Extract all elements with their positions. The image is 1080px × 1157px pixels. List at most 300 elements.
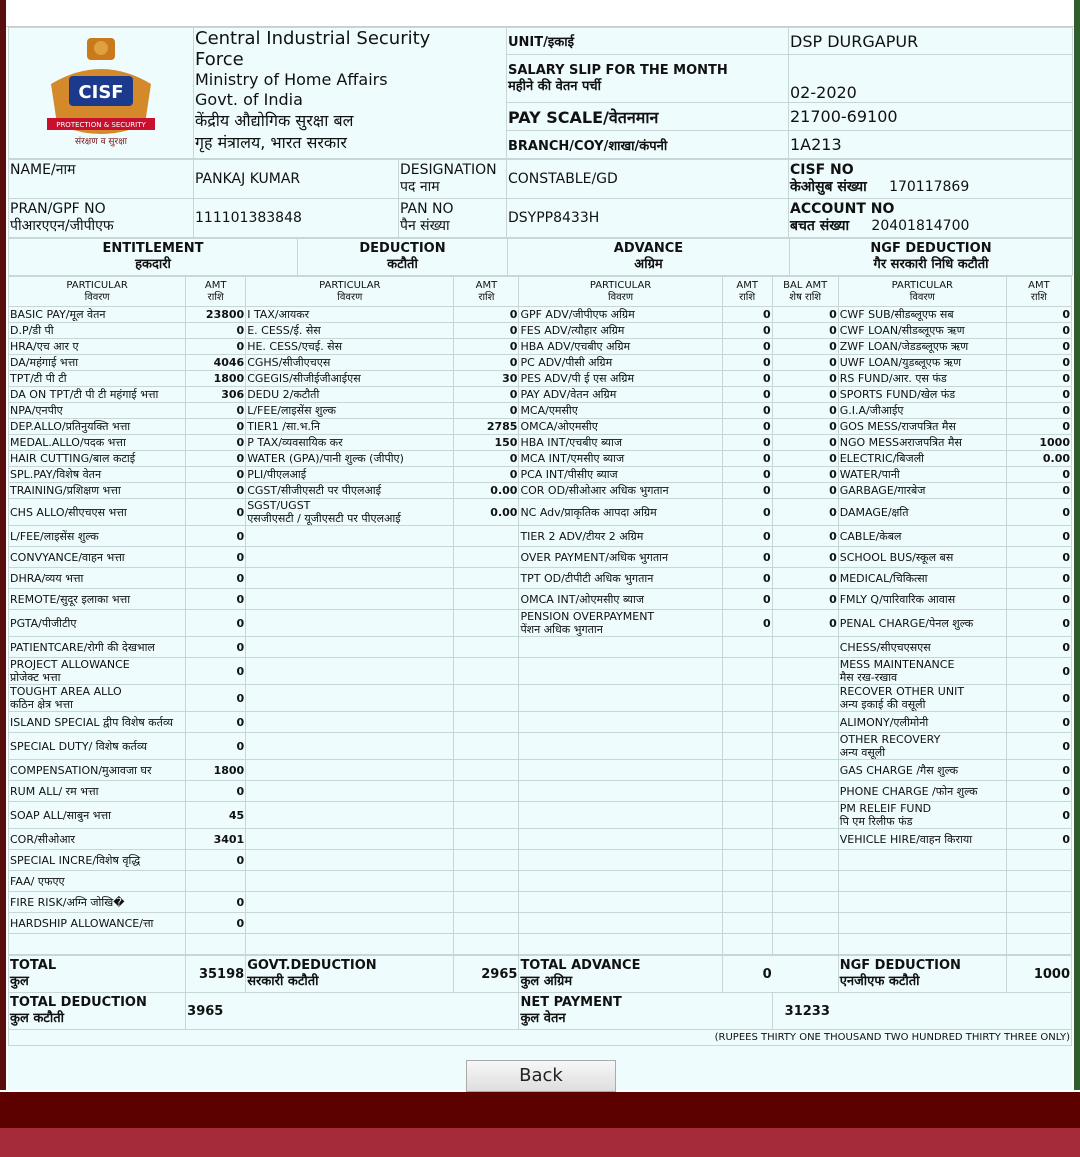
ngf-particular: ELECTRIC/बिजली xyxy=(838,451,1006,467)
advance-balance: 0 xyxy=(772,483,838,499)
ngf-particular xyxy=(838,934,1006,955)
col-amt: AMT राशि xyxy=(186,277,246,307)
advance-particular: PAY ADV/वेतन अग्रिम xyxy=(519,387,722,403)
advance-amount xyxy=(722,658,772,685)
table-row xyxy=(9,685,1072,712)
advance-particular: PENSION OVERPAYMENT पेंशन अधिक भुगतान xyxy=(519,610,722,637)
ngf-particular: DAMAGE/क्षति xyxy=(838,499,1006,526)
advance-particular xyxy=(519,850,722,871)
ngf-amount: 0 xyxy=(1006,781,1071,802)
advance-balance: 0 xyxy=(772,499,838,526)
table-row xyxy=(9,435,1072,451)
advance-amount xyxy=(722,913,772,934)
advance-amount xyxy=(722,733,772,760)
employee-table xyxy=(8,159,1073,238)
branch-value: 1A213 xyxy=(789,131,1073,159)
ngf-amount: 0 xyxy=(1006,323,1071,339)
deduction-amount xyxy=(454,658,519,685)
advance-balance xyxy=(772,802,838,829)
entitlement-particular: CHS ALLO/सीएचएस भत्ता xyxy=(9,499,186,526)
govt-en: Govt. of India xyxy=(195,90,303,109)
month-label: SALARY SLIP FOR THE MONTH महीने की वेतन पर्ची xyxy=(507,55,789,103)
advance-particular xyxy=(519,871,722,892)
advance-particular: PC ADV/पीसी अग्रिम xyxy=(519,355,722,371)
deduction-amount: 0 xyxy=(454,451,519,467)
footer-bar xyxy=(0,1092,1080,1128)
advance-amount: 0 xyxy=(722,435,772,451)
left-border xyxy=(0,0,6,1090)
back-button[interactable]: Back xyxy=(466,1060,616,1092)
advance-amount: 0 xyxy=(722,547,772,568)
ngf-amount: 0 xyxy=(1006,733,1071,760)
ngf-amount: 0 xyxy=(1006,547,1071,568)
advance-amount xyxy=(722,685,772,712)
col-particular: PARTICULAR विवरण xyxy=(246,277,454,307)
ngf-amount xyxy=(1006,913,1071,934)
advance-balance: 0 xyxy=(772,403,838,419)
ngf-particular: GOS MESS/राजपत्रित मैस xyxy=(838,419,1006,435)
ngf-amount: 0 xyxy=(1006,526,1071,547)
deduction-amount: 0.00 xyxy=(454,483,519,499)
entitlement-particular: SPECIAL INCRE/विशेष वृद्धि xyxy=(9,850,186,871)
deduction-amount: 0 xyxy=(454,403,519,419)
deduction-particular xyxy=(246,892,454,913)
section-header-table xyxy=(8,238,1073,276)
entitlement-amount: 0 xyxy=(186,712,246,733)
deduction-particular: CGEGIS/सीजीईजीआईएस xyxy=(246,371,454,387)
table-row xyxy=(9,307,1072,323)
ngf-particular xyxy=(838,892,1006,913)
advance-balance xyxy=(772,760,838,781)
deduction-particular: I TAX/आयकर xyxy=(246,307,454,323)
total-label: TOTAL कुल xyxy=(9,956,186,993)
ngf-amount: 0 xyxy=(1006,685,1071,712)
ngf-amount: 0 xyxy=(1006,403,1071,419)
header-table xyxy=(8,27,1073,159)
advance-particular xyxy=(519,829,722,850)
ngf-amount: 0 xyxy=(1006,568,1071,589)
advance-particular: PES ADV/पी ई एस अग्रिम xyxy=(519,371,722,387)
entitlement-amount: 0 xyxy=(186,913,246,934)
advance-amount xyxy=(722,802,772,829)
entitlement-amount: 0 xyxy=(186,526,246,547)
advance-amount: 0 xyxy=(722,355,772,371)
org-title-cell xyxy=(194,28,507,159)
entitlement-particular: D.P/डी पी xyxy=(9,323,186,339)
entitlement-amount xyxy=(186,871,246,892)
entitlement-particular: FIRE RISK/अग्नि जोखि� xyxy=(9,892,186,913)
deduction-amount xyxy=(454,733,519,760)
advance-balance xyxy=(772,850,838,871)
right-border xyxy=(1074,0,1080,1090)
ngf-particular: VEHICLE HIRE/वाहन किराया xyxy=(838,829,1006,850)
advance-particular: OMCA INT/ओएमसीए ब्याज xyxy=(519,589,722,610)
advance-balance: 0 xyxy=(772,467,838,483)
advance-particular xyxy=(519,892,722,913)
advance-amount xyxy=(722,829,772,850)
ngf-particular: NGO MESSअराजपत्रित मैस xyxy=(838,435,1006,451)
advance-balance: 0 xyxy=(772,568,838,589)
org-name-en: Central Industrial Security Force xyxy=(195,28,431,70)
entitlement-particular: CONVYANCE/वाहन भत्ता xyxy=(9,547,186,568)
advance-balance: 0 xyxy=(772,371,838,387)
entitlement-particular: RUM ALL/ रम भत्ता xyxy=(9,781,186,802)
entitlement-particular: HAIR CUTTING/बाल कटाई xyxy=(9,451,186,467)
ngf-particular: ALIMONY/एलीमोनी xyxy=(838,712,1006,733)
deduction-particular xyxy=(246,934,454,955)
deduction-particular xyxy=(246,913,454,934)
entitlement-amount: 3401 xyxy=(186,829,246,850)
deduction-particular: WATER (GPA)/पानी शुल्क (जीपीए) xyxy=(246,451,454,467)
entitlement-particular xyxy=(9,934,186,955)
advance-amount: 0 xyxy=(722,610,772,637)
ngf-particular xyxy=(838,913,1006,934)
deduction-amount: 0 xyxy=(454,467,519,483)
table-row xyxy=(9,387,1072,403)
advance-amount xyxy=(722,892,772,913)
entitlement-amount xyxy=(186,934,246,955)
table-row xyxy=(9,934,1072,955)
entitlement-amount: 1800 xyxy=(186,760,246,781)
ngf-particular: CWF LOAN/सीडब्लूएफ ऋण xyxy=(838,323,1006,339)
advance-heading: ADVANCE अग्रिम xyxy=(508,239,790,276)
branch-label: BRANCH/COY/शाखा/कंपनी xyxy=(507,131,789,159)
deduction-amount xyxy=(454,829,519,850)
total-deduction-label: TOTAL DEDUCTION कुल कटौती xyxy=(9,993,186,1030)
deduction-amount xyxy=(454,934,519,955)
deduction-amount xyxy=(454,526,519,547)
deduction-amount: 0 xyxy=(454,339,519,355)
ngf-amount: 0 xyxy=(1006,829,1071,850)
ngf-amount: 0 xyxy=(1006,467,1071,483)
entitlement-particular: PROJECT ALLOWANCE प्रोजेक्ट भत्ता xyxy=(9,658,186,685)
advance-balance: 0 xyxy=(772,451,838,467)
advance-balance xyxy=(772,637,838,658)
entitlement-particular: BASIC PAY/मूल वेतन xyxy=(9,307,186,323)
deduction-particular xyxy=(246,781,454,802)
advance-particular xyxy=(519,658,722,685)
ngf-amount: 0 xyxy=(1006,355,1071,371)
advance-particular: PCA INT/पीसीए ब्याज xyxy=(519,467,722,483)
deduction-particular xyxy=(246,760,454,781)
deduction-amount xyxy=(454,547,519,568)
deduction-particular xyxy=(246,871,454,892)
entitlement-amount: 0 xyxy=(186,568,246,589)
deduction-amount xyxy=(454,892,519,913)
col-amt: AMT राशि xyxy=(454,277,519,307)
ngf-amount: 0 xyxy=(1006,760,1071,781)
deduction-amount xyxy=(454,610,519,637)
ngf-amount: 0.00 xyxy=(1006,451,1071,467)
advance-particular: OMCA/ओएमसीए xyxy=(519,419,722,435)
deduction-particular: DEDU 2/कटौती xyxy=(246,387,454,403)
ngf-particular: G.I.A/जीआईए xyxy=(838,403,1006,419)
entitlement-amount: 0 xyxy=(186,339,246,355)
deduction-amount: 2785 xyxy=(454,419,519,435)
ngf-particular xyxy=(838,850,1006,871)
deduction-particular xyxy=(246,547,454,568)
advance-particular xyxy=(519,733,722,760)
logo-cell xyxy=(9,28,194,159)
advance-amount xyxy=(722,712,772,733)
entitlement-particular: DHRA/व्यय भत्ता xyxy=(9,568,186,589)
name-value: PANKAJ KUMAR xyxy=(194,160,399,199)
ngf-amount: 0 xyxy=(1006,712,1071,733)
advance-amount: 0 xyxy=(722,467,772,483)
ngf-particular xyxy=(838,871,1006,892)
deduction-particular xyxy=(246,802,454,829)
entitlement-particular: TPT/टी पी टी xyxy=(9,371,186,387)
total-deduction-value: 3965 xyxy=(186,993,519,1030)
table-row xyxy=(9,451,1072,467)
advance-particular: FES ADV/त्यौहार अग्रिम xyxy=(519,323,722,339)
total-advance-value: 0 xyxy=(722,956,838,993)
entitlement-amount: 1800 xyxy=(186,371,246,387)
table-row xyxy=(9,658,1072,685)
svg-text:PROTECTION & SECURITY: PROTECTION & SECURITY xyxy=(56,121,146,129)
table-row xyxy=(9,403,1072,419)
advance-balance: 0 xyxy=(772,610,838,637)
ngf-heading: NGF DEDUCTION गैर सरकारी निधि कटौती xyxy=(790,239,1073,276)
table-row xyxy=(9,568,1072,589)
advance-balance: 0 xyxy=(772,307,838,323)
advance-amount: 0 xyxy=(722,589,772,610)
top-strip xyxy=(6,0,1074,27)
deduction-amount xyxy=(454,850,519,871)
table-row xyxy=(9,419,1072,435)
col-particular: PARTICULAR विवरण xyxy=(9,277,186,307)
entitlement-particular: ISLAND SPECIAL द्वीप विशेष कर्तव्य xyxy=(9,712,186,733)
entitlement-particular: FAA/ एफएए xyxy=(9,871,186,892)
table-row xyxy=(9,483,1072,499)
deduction-particular xyxy=(246,610,454,637)
deduction-amount: 0 xyxy=(454,307,519,323)
ngf-amount: 0 xyxy=(1006,658,1071,685)
deduction-particular xyxy=(246,685,454,712)
deduction-particular: E. CESS/ई. सेस xyxy=(246,323,454,339)
ngf-particular: CWF SUB/सीडब्लूएफ सब xyxy=(838,307,1006,323)
advance-particular xyxy=(519,913,722,934)
payscale-label: PAY SCALE/वेतनमान xyxy=(507,103,789,131)
payscale-value: 21700-69100 xyxy=(789,103,1073,131)
entitlement-particular: TRAINING/प्रशिक्षण भत्ता xyxy=(9,483,186,499)
deduction-amount: 0 xyxy=(454,355,519,371)
ngf-amount: 0 xyxy=(1006,419,1071,435)
advance-amount xyxy=(722,637,772,658)
deduction-amount: 0 xyxy=(454,323,519,339)
table-row xyxy=(9,760,1072,781)
entitlement-amount: 4046 xyxy=(186,355,246,371)
ngf-amount: 0 xyxy=(1006,499,1071,526)
entitlement-amount: 0 xyxy=(186,589,246,610)
advance-amount: 0 xyxy=(722,419,772,435)
advance-balance: 0 xyxy=(772,589,838,610)
table-row xyxy=(9,355,1072,371)
name-label: NAME/नाम xyxy=(9,160,194,199)
advance-particular: TPT OD/टीपीटी अधिक भुगतान xyxy=(519,568,722,589)
table-row xyxy=(9,499,1072,526)
net-payment-value: 31233 xyxy=(772,993,1071,1030)
ngf-amount: 0 xyxy=(1006,610,1071,637)
entitlement-particular: COMPENSATION/मुआवजा घर xyxy=(9,760,186,781)
advance-amount: 0 xyxy=(722,568,772,589)
ngf-particular: PENAL CHARGE/पेनल शुल्क xyxy=(838,610,1006,637)
footer-strip xyxy=(0,1128,1080,1157)
grid-column-headers xyxy=(9,277,1072,307)
table-row xyxy=(9,781,1072,802)
ngf-particular: UWF LOAN/युडब्लूएफ ऋण xyxy=(838,355,1006,371)
advance-particular xyxy=(519,685,722,712)
cisf-no-cell: CISF NO केओसुब संख्या 170117869 xyxy=(789,160,1073,199)
entitlement-particular: HARDSHIP ALLOWANCE/त्ता xyxy=(9,913,186,934)
advance-particular: HBA INT/एचबीए ब्याज xyxy=(519,435,722,451)
ngf-particular: FMLY Q/पारिवारिक आवास xyxy=(838,589,1006,610)
advance-amount: 0 xyxy=(722,307,772,323)
svg-text:CISF: CISF xyxy=(78,82,124,103)
table-row xyxy=(9,913,1072,934)
advance-balance xyxy=(772,829,838,850)
advance-amount: 0 xyxy=(722,387,772,403)
advance-balance: 0 xyxy=(772,339,838,355)
advance-balance xyxy=(772,712,838,733)
ngf-particular: OTHER RECOVERY अन्य वसूली xyxy=(838,733,1006,760)
ngf-amount: 0 xyxy=(1006,371,1071,387)
entitlement-particular: PGTA/पीजीटीए xyxy=(9,610,186,637)
table-row xyxy=(9,371,1072,387)
advance-particular xyxy=(519,802,722,829)
designation-label: DESIGNATION पद नाम xyxy=(399,160,507,199)
advance-balance: 0 xyxy=(772,547,838,568)
entitlement-amount: 0 xyxy=(186,419,246,435)
col-bal-amt: BAL AMT शेष राशि xyxy=(772,277,838,307)
entitlement-particular: DA ON TPT/टी पी टी महंगाई भत्ता xyxy=(9,387,186,403)
deduction-amount xyxy=(454,637,519,658)
ngf-amount: 1000 xyxy=(1006,435,1071,451)
advance-amount: 0 xyxy=(722,323,772,339)
entitlement-particular: REMOTE/सुदूर इलाका भत्ता xyxy=(9,589,186,610)
advance-amount xyxy=(722,850,772,871)
deduction-amount xyxy=(454,760,519,781)
advance-balance xyxy=(772,934,838,955)
entitlement-amount: 0 xyxy=(186,547,246,568)
entitlement-amount: 0 xyxy=(186,850,246,871)
deduction-amount xyxy=(454,781,519,802)
entitlement-particular: DEP.ALLO/प्रतिनुयक्ति भत्ता xyxy=(9,419,186,435)
entitlement-heading: ENTITLEMENT हकदारी xyxy=(9,239,298,276)
amount-in-words: (RUPEES THIRTY ONE THOUSAND TWO HUNDRED THIRTY THREE ONLY) xyxy=(9,1030,1072,1046)
ngf-amount xyxy=(1006,850,1071,871)
deduction-particular xyxy=(246,829,454,850)
net-payment-label: NET PAYMENT कुल वेतन xyxy=(519,993,772,1030)
table-row xyxy=(9,467,1072,483)
ngf-amount: 0 xyxy=(1006,483,1071,499)
ngf-particular: RECOVER OTHER UNIT अन्य इकाई की वसूली xyxy=(838,685,1006,712)
advance-balance: 0 xyxy=(772,526,838,547)
entitlement-amount: 306 xyxy=(186,387,246,403)
table-row xyxy=(9,850,1072,871)
deduction-particular: CGST/सीजीएसटी पर पीएलआई xyxy=(246,483,454,499)
ngf-particular: PHONE CHARGE /फोन शुल्क xyxy=(838,781,1006,802)
ngf-deduction-value: 1000 xyxy=(1006,956,1071,993)
ngf-amount: 0 xyxy=(1006,802,1071,829)
entitlement-particular: TOUGHT AREA ALLO कठिन क्षेत्र भत्ता xyxy=(9,685,186,712)
ngf-particular: MEDICAL/चिकित्सा xyxy=(838,568,1006,589)
pran-value: 111101383848 xyxy=(194,199,399,238)
advance-particular xyxy=(519,934,722,955)
designation-value: CONSTABLE/GD xyxy=(507,160,789,199)
entitlement-amount: 0 xyxy=(186,323,246,339)
advance-amount xyxy=(722,871,772,892)
advance-amount: 0 xyxy=(722,526,772,547)
advance-balance xyxy=(772,658,838,685)
entitlement-particular: L/FEE/लाइसेंस शुल्क xyxy=(9,526,186,547)
pan-value: DSYPP8433H xyxy=(507,199,789,238)
detail-grid xyxy=(8,276,1072,955)
table-row xyxy=(9,733,1072,760)
advance-particular: HBA ADV/एचबीए अग्रिम xyxy=(519,339,722,355)
advance-amount: 0 xyxy=(722,483,772,499)
entitlement-amount: 0 xyxy=(186,637,246,658)
deduction-particular: L/FEE/लाइसेंस शुल्क xyxy=(246,403,454,419)
entitlement-amount: 0 xyxy=(186,733,246,760)
deduction-particular: TIER1 /सा.भ.नि xyxy=(246,419,454,435)
ngf-amount: 0 xyxy=(1006,387,1071,403)
cisf-emblem-icon xyxy=(41,34,161,152)
table-row xyxy=(9,802,1072,829)
advance-particular: GPF ADV/जीपीएफ अग्रिम xyxy=(519,307,722,323)
ngf-particular: CABLE/केबल xyxy=(838,526,1006,547)
col-amt: AMT राशि xyxy=(722,277,772,307)
entitlement-amount: 0 xyxy=(186,781,246,802)
deduction-amount xyxy=(454,913,519,934)
total-advance-label: TOTAL ADVANCE कुल अग्रिम xyxy=(519,956,722,993)
ngf-particular: CHESS/सीएचएसएस xyxy=(838,637,1006,658)
entitlement-particular: NPA/एनपीए xyxy=(9,403,186,419)
ngf-amount xyxy=(1006,934,1071,955)
advance-balance xyxy=(772,733,838,760)
advance-particular xyxy=(519,760,722,781)
unit-value: DSP DURGAPUR xyxy=(789,28,1073,55)
deduction-particular: CGHS/सीजीएचएस xyxy=(246,355,454,371)
ngf-particular: RS FUND/आर. एस फंड xyxy=(838,371,1006,387)
entitlement-particular: COR/सीओआर xyxy=(9,829,186,850)
ngf-amount: 0 xyxy=(1006,589,1071,610)
deduction-amount xyxy=(454,589,519,610)
svg-text:संरक्षण व सुरक्षा: संरक्षण व सुरक्षा xyxy=(74,137,128,147)
deduction-particular xyxy=(246,589,454,610)
table-row xyxy=(9,610,1072,637)
ministry-hi: गृह मंत्रालय, भारत सरकार xyxy=(195,133,347,152)
deduction-particular xyxy=(246,733,454,760)
table-row xyxy=(9,892,1072,913)
advance-particular: TIER 2 ADV/टीयर 2 अग्रिम xyxy=(519,526,722,547)
col-particular: PARTICULAR विवरण xyxy=(838,277,1006,307)
advance-amount: 0 xyxy=(722,371,772,387)
table-row xyxy=(9,339,1072,355)
account-no-value: 20401814700 xyxy=(871,218,970,234)
table-row xyxy=(9,712,1072,733)
advance-balance xyxy=(772,913,838,934)
table-row xyxy=(9,829,1072,850)
month-value: 02-2020 xyxy=(789,55,1073,103)
total-value: 35198 xyxy=(186,956,246,993)
advance-balance xyxy=(772,892,838,913)
advance-particular xyxy=(519,712,722,733)
entitlement-amount: 23800 xyxy=(186,307,246,323)
ngf-amount xyxy=(1006,892,1071,913)
advance-particular: NC Adv/प्राकृतिक आपदा अग्रिम xyxy=(519,499,722,526)
deduction-particular xyxy=(246,568,454,589)
